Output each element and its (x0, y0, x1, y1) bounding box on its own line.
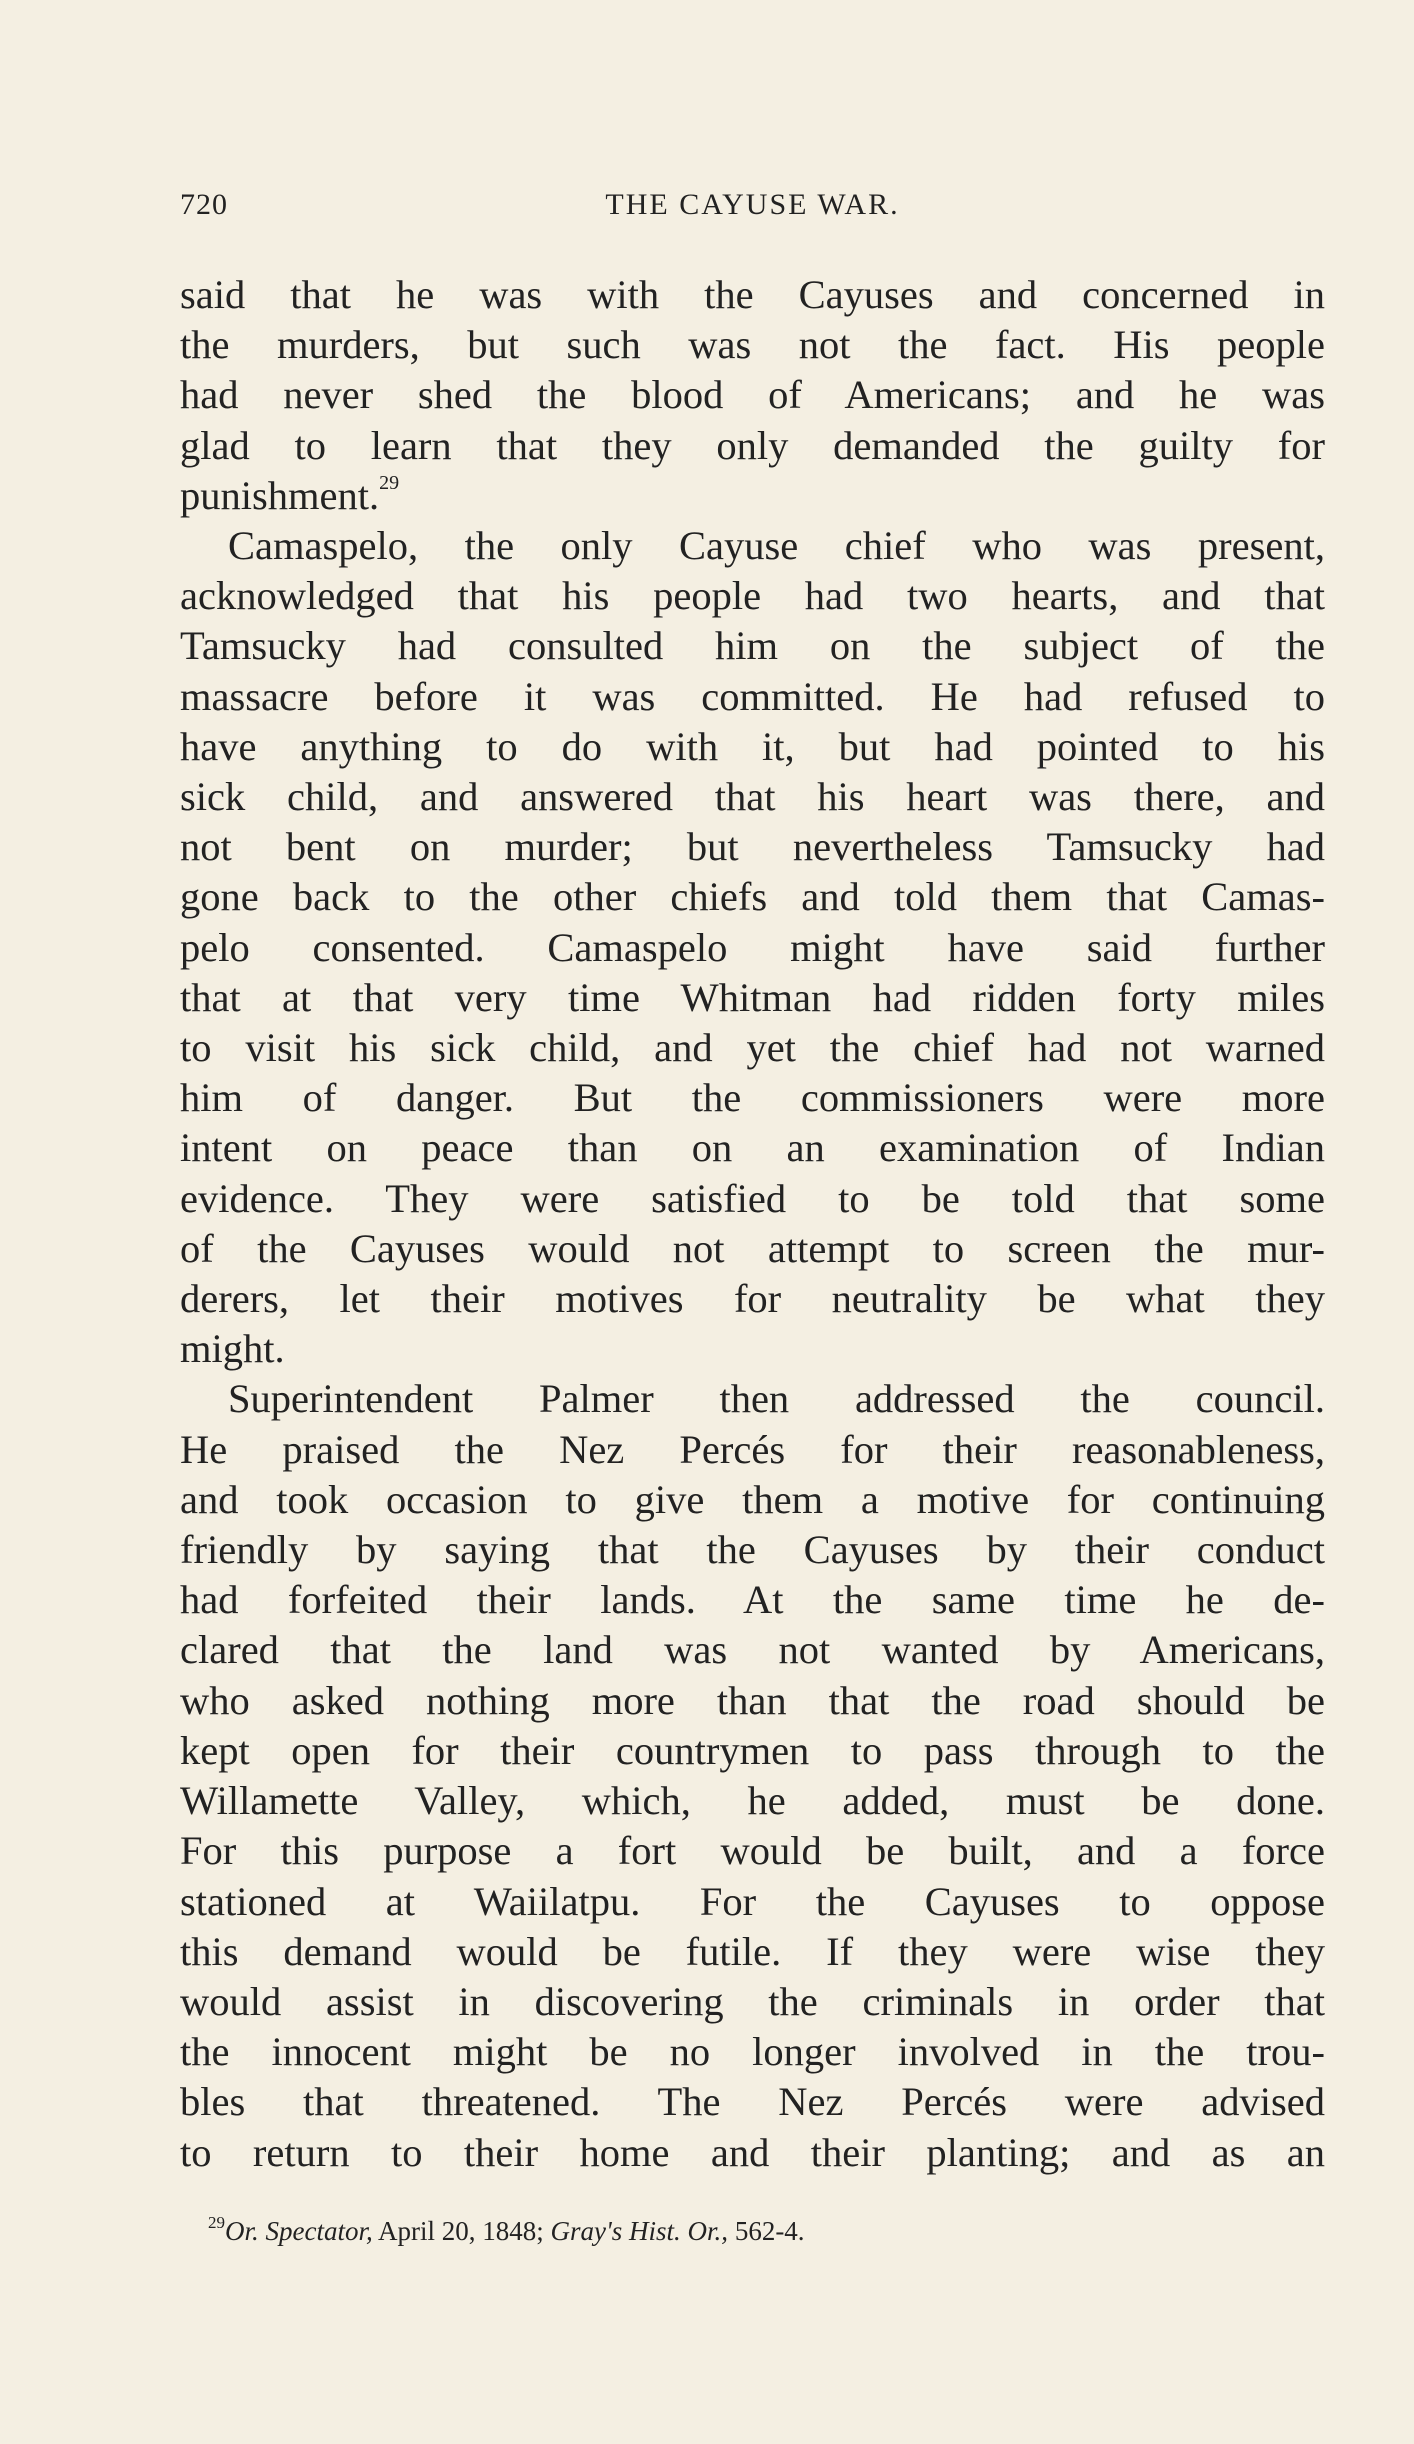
text-line: who asked nothing more than that the road should be (180, 1677, 1325, 1723)
text-line: sick child, and answered that his heart was there, and (180, 774, 1325, 820)
footnote-pages: 562-4. (728, 2216, 805, 2246)
footnote-date: April 20, 1848; (372, 2216, 551, 2246)
footnote-reference: 29 (379, 471, 400, 494)
text-line: that at that very time Whitman had ridden forty miles (180, 974, 1325, 1020)
text-line: of the Cayuses would not attempt to screen the mur- (180, 1225, 1325, 1271)
text-line: Willamette Valley, which, he added, must be done. (180, 1778, 1325, 1824)
text-line: and took occasion to give them a motive for continuing (180, 1476, 1325, 1522)
text-line: bles that threatened. The Nez Percés were advised (180, 2079, 1325, 2125)
text-line: glad to learn that they only demanded the guilty for (180, 422, 1325, 468)
text-line: have anything to do with it, but had pointed to his (180, 723, 1325, 769)
text-fragment: punishment. (180, 472, 380, 518)
text-line: gone back to the other chiefs and told them that Camas- (180, 874, 1325, 920)
text-line: massacre before it was committed. He had refused to (180, 673, 1325, 719)
text-line: Camaspelo, the only Cayuse chief who was present, (228, 523, 1325, 569)
text-line: acknowledged that his people had two hearts, and that (180, 573, 1325, 619)
text-line: friendly by saying that the Cayuses by their conduct (180, 1527, 1325, 1573)
text-line: intent on peace than on an examination of Indian (180, 1125, 1325, 1171)
text-line: He praised the Nez Percés for their reasonableness, (180, 1426, 1325, 1472)
footnote-source-gray: Gray's Hist. Or., (550, 2216, 729, 2246)
text-line: derers, let their motives for neutrality be what they (180, 1276, 1325, 1322)
running-head: THE CAYUSE WAR. (605, 188, 900, 221)
footnote-source-spectator: Or. Spectator, (225, 2216, 373, 2246)
text-line: Tamsucky had consulted him on the subject of the (180, 623, 1325, 669)
page-number: 720 (180, 188, 228, 221)
text-line: had never shed the blood of Americans; and he was (180, 372, 1325, 418)
text-line: pelo consented. Camaspelo might have said further (180, 924, 1325, 970)
text-line: this demand would be futile. If they were wise they (180, 1928, 1325, 1974)
text-line: kept open for their countrymen to pass through to the (180, 1727, 1325, 1773)
text-line: him of danger. But the commissioners were more (180, 1075, 1325, 1121)
text-line: would assist in discovering the criminals in order that (180, 1978, 1325, 2024)
footnote (208, 2214, 1308, 2248)
page-header (180, 188, 1325, 238)
footnote-number: 29 (208, 2213, 225, 2232)
text-line: to visit his sick child, and yet the chief had not warned (180, 1025, 1325, 1071)
text-line: Superintendent Palmer then addressed the council. (228, 1376, 1325, 1422)
text-line: had forfeited their lands. At the same time he de- (180, 1577, 1325, 1623)
text-line: For this purpose a fort would be built, and a force (180, 1828, 1325, 1874)
text-line (180, 471, 1325, 521)
text-line: the innocent might be no longer involved in the trou- (180, 2029, 1325, 2075)
text-line: clared that the land was not wanted by Americans, (180, 1627, 1325, 1673)
text-line: evidence. They were satisfied to be told that some (180, 1175, 1325, 1221)
body-text (180, 270, 1325, 2178)
text-line: might. (180, 1326, 285, 1372)
text-line: said that he was with the Cayuses and concerned in (180, 272, 1325, 317)
text-line: not bent on murder; but nevertheless Tamsucky had (180, 824, 1325, 870)
text-line: the murders, but such was not the fact. His people (180, 322, 1325, 368)
text-line: stationed at Waiilatpu. For the Cayuses to oppose (180, 1878, 1325, 1924)
text-line: to return to their home and their planting; and as an (180, 2129, 1325, 2175)
